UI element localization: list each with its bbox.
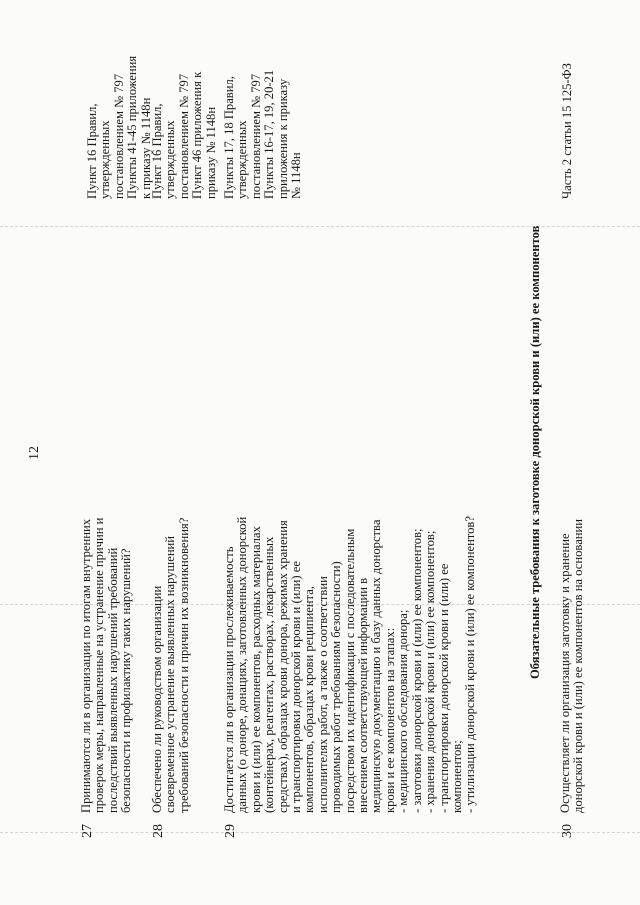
reference-line: Пункт 46 приложения к [190, 71, 205, 199]
question-line: - хранения донорской крови и (или) ее компонентов; [423, 530, 438, 813]
reference-line: постановлением № 797 [248, 73, 263, 199]
reference-line: утвержденных [235, 120, 250, 199]
row-27-question [80, 518, 134, 813]
question-line: Принимаются ли в организации по итогам внутренних [79, 518, 93, 813]
question-line: проводимых работ требованиям безопасности) [329, 561, 344, 813]
question-line: - утилизации донорской крови и (или) ее компонентов? [463, 516, 478, 813]
row-29-reference [223, 70, 303, 199]
row-number-28: 28 [151, 824, 166, 838]
question-line: внесением соответствующей информации в [356, 577, 371, 813]
question-line: крови и ее компонентов на этапах: [382, 627, 397, 813]
question-line: Обеспечено ли руководством организации [150, 585, 164, 813]
question-line: донорской крови и (или) ее компонентов на основании [571, 519, 586, 813]
row-30-reference [561, 63, 574, 199]
question-line: компонентов, образцах крови реципиента, [302, 586, 317, 813]
question-line: - транспортировки донорской крови и (или) ее [436, 563, 451, 813]
question-line: медицинскую документацию и базу данных донорства [369, 519, 384, 813]
question-line: - заготовки донорской крови и (или) ее компонентов; [409, 528, 424, 813]
question-line: средствах), образцах крови донора, режимах хранения [275, 520, 290, 813]
reference-line: приложения к приказу [275, 78, 290, 199]
question-line: проверок меры, направленные на устранение причин и [92, 517, 107, 813]
reference-line: приказу № 1148н [203, 106, 218, 199]
reference-line: постановлением № 797 [176, 73, 191, 199]
section-heading: Обязательные требования к заготовке донорской крови и (или) ее компонентов [528, 225, 542, 679]
reference-line: утвержденных [163, 120, 178, 199]
question-line: Достигается ли в организации прослеживаемость [222, 546, 236, 813]
column-divider [0, 226, 640, 227]
question-line: данных (о доноре, донациях, заготовленных донорской [235, 516, 250, 813]
question-line: - медицинского обследования донора; [396, 609, 411, 813]
reference-line: № 1148н [289, 152, 304, 199]
row-29-question [223, 516, 478, 813]
row-number-29: 29 [223, 824, 238, 838]
question-line: компонентов; [449, 740, 464, 813]
question-line: Осуществляет ли организация заготовку и хранение [558, 533, 572, 813]
reference-line: Пункты 17, 18 Правил, [222, 76, 236, 199]
reference-line: Часть 2 статьи 15 125-ФЗ [560, 63, 574, 199]
row-28-reference [151, 72, 218, 199]
question-line: (контейнерах, реагентах, растворах, лекарственных [262, 536, 277, 813]
question-line: крови и (или) ее компонентов, расходных материалах [248, 526, 263, 813]
question-line: и транспортировки донорской крови и (или) ее [289, 561, 304, 813]
question-line: последствий выявленных нарушений требований [105, 547, 120, 813]
row-27-reference [86, 56, 153, 199]
reference-line: утвержденных [98, 120, 113, 199]
question-line: исполнителях работ, а также о соответствии [315, 576, 330, 813]
reference-line: Пункты 16-17, 19, 20-21 [262, 69, 277, 199]
row-28-question [151, 518, 191, 813]
reference-line: Пункт 16 Правил, [85, 103, 99, 199]
column-divider [0, 832, 640, 833]
row-number-30: 30 [560, 824, 575, 838]
question-line: посредством их идентификации с последовательным [342, 528, 357, 813]
page-number: 12 [27, 446, 42, 460]
question-line: безопасности и профилактику таких нарушений? [119, 548, 134, 813]
reference-line: постановлением № 797 [111, 73, 126, 199]
reference-line: Пункт 16 Правил, [150, 103, 164, 199]
question-line: своевременное устранение выявленных нарушений [163, 535, 178, 813]
reference-line: Пункты 41-45 приложения [125, 55, 140, 199]
reference-line: к приказу № 1148н [138, 97, 153, 199]
row-number-27: 27 [80, 824, 95, 838]
row-30-question [559, 519, 586, 813]
question-line: требований безопасности и причин их возникновения? [176, 517, 191, 813]
